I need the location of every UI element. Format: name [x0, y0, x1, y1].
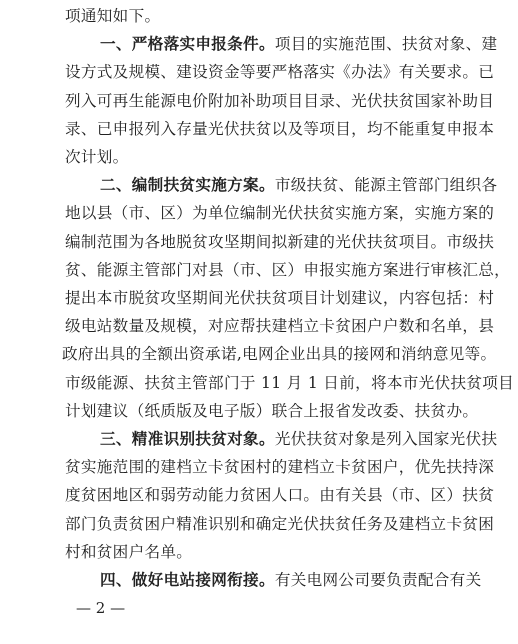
line-text: 贫实施范围的建档立卡贫困村的建档立卡贫困户，优先扶持深: [65, 458, 495, 476]
text-line: [65, 91, 494, 111]
text-line: [65, 542, 192, 562]
line-text: 度贫困地区和弱劳动能力贫困人口。由有关县（市、区）扶贫: [65, 486, 495, 504]
text-line: [65, 288, 494, 308]
section-heading: 三、精准识别扶贫对象。: [100, 430, 275, 448]
text-line: [65, 147, 129, 167]
text-line: [65, 457, 494, 477]
line-text: 编制范围为各地脱贫攻坚期间拟新建的光伏扶贫项目。市级扶: [65, 233, 495, 251]
line-text: 政府出具的全额出资承诺,电网企业出具的接网和消纳意见等。: [62, 345, 497, 363]
text-line: [65, 514, 494, 534]
text-line: [65, 119, 494, 139]
line-text: 次计划。: [65, 148, 129, 166]
page-number: — 2 —: [76, 599, 126, 617]
text-line: [65, 373, 514, 393]
line-text: 村和贫困户名单。: [65, 543, 193, 561]
line-text: 部门负责贫困户精准识别和确定光伏扶贫任务及建档立卡贫困: [65, 515, 495, 533]
line-text: 光伏扶贫对象是列入国家光伏扶: [274, 430, 498, 448]
line-text: 项通知如下。: [65, 7, 161, 25]
line-text: 地以县（市、区）为单位编制光伏扶贫实施方案，实施方案的: [65, 204, 495, 222]
line-text: 贫、能源主管部门对县（市、区）申报实施方案进行审核汇总，: [65, 261, 511, 279]
text-line: [65, 232, 494, 252]
text-line: [62, 344, 496, 364]
line-text: 提出本市脱贫攻坚期间光伏扶贫项目计划建议，内容包括：村: [65, 289, 495, 307]
line-text: 有关电网公司要负责配合有关: [274, 571, 482, 589]
line-text: 计划建议（纸质版及电子版）联合上报省发改委、扶贫办。: [65, 402, 479, 420]
text-line: [65, 485, 494, 505]
line-text: 录、已申报列入存量光伏扶贫以及等项目，均不能重复申报本: [65, 120, 495, 138]
section-heading-line: [100, 570, 481, 590]
text-line: [65, 401, 478, 421]
text-line: [65, 62, 494, 82]
section-heading: 四、做好电站接网衔接。: [100, 571, 275, 589]
text-line: [65, 203, 494, 223]
line-text: 设方式及规模、建设资金等要严格落实《办法》有关要求。已: [65, 63, 495, 81]
line-text: 市级扶贫、能源主管部门组织各: [274, 176, 498, 194]
text-line: [65, 6, 160, 26]
line-text: 级电站数量及规模，对应帮扶建档立卡贫困户户数和名单，县: [65, 317, 495, 335]
text-line: [65, 260, 510, 280]
line-text: 项目的实施范围、扶贫对象、建: [274, 35, 498, 53]
text-line: [65, 316, 494, 336]
section-heading-line: [100, 429, 497, 449]
section-heading-line: [100, 175, 497, 195]
section-heading: 二、编制扶贫实施方案。: [100, 176, 275, 194]
line-text: 列入可再生能源电价附加补助项目目录、光伏扶贫国家补助目: [65, 92, 495, 110]
line-text: 市级能源、扶贫主管部门于 11 月 1 日前，将本市光伏扶贫项目: [65, 374, 515, 392]
section-heading: 一、严格落实申报条件。: [100, 35, 275, 53]
section-heading-line: [100, 34, 497, 54]
